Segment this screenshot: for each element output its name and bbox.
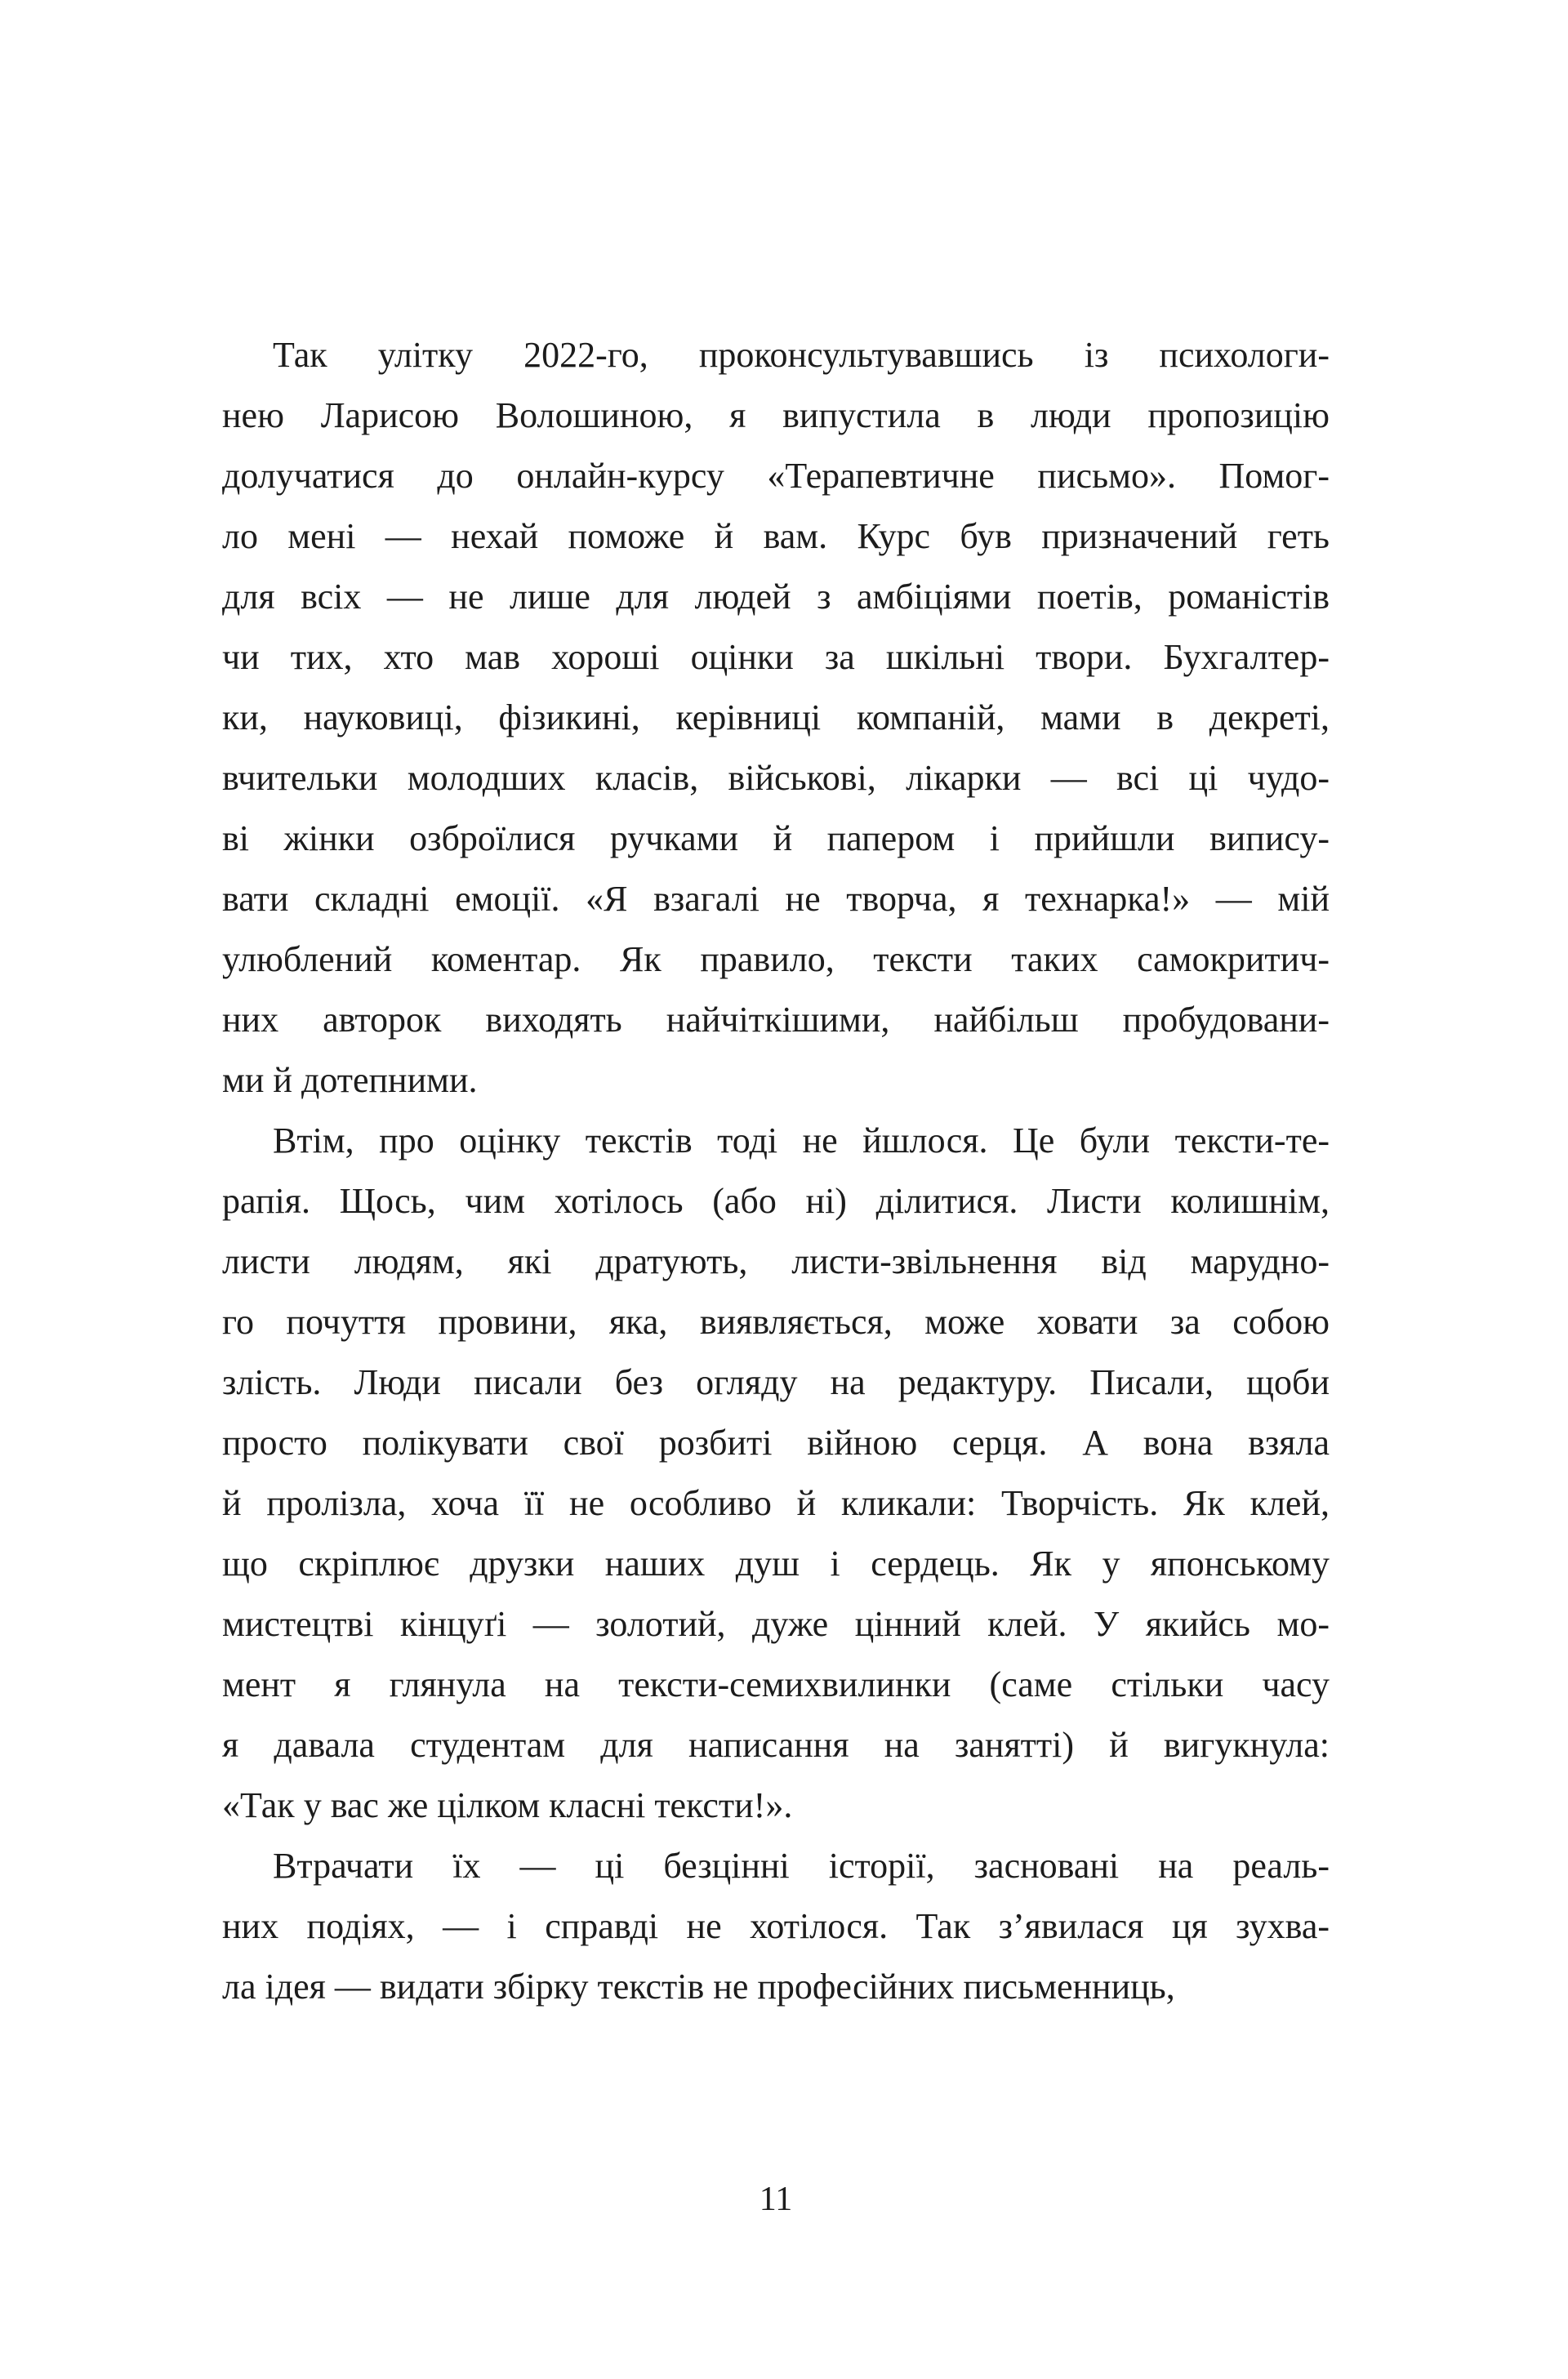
text-line: Втім, про оцінку текстів тоді не йшлося. Це були тексти-те- — [273, 1120, 1330, 1161]
text-line: чи тих, хто мав хороші оцінки за шкільні твори. Бухгалтер- — [222, 637, 1330, 677]
text-line: злість. Люди писали без огляду на редактуру. Писали, щоби — [222, 1362, 1330, 1402]
text-line: го почуття провини, яка, виявляється, може ховати за собою — [222, 1302, 1330, 1342]
text-line: Так улітку 2022-го, проконсультувавшись із психологи- — [273, 335, 1330, 375]
text-line: Втрачати їх — ці безцінні історії, засновані на реаль- — [273, 1846, 1330, 1886]
text-line: них авторок виходять найчіткішими, найбільш пробудовани- — [222, 1000, 1330, 1040]
paragraph-3 — [222, 1836, 1330, 2017]
text-line: й пролізла, хоча її не особливо й кликали: Творчість. Як клей, — [222, 1483, 1330, 1523]
text-line: рапія. Щось, чим хотілось (або ні) ділитися. Листи колишнім, — [222, 1181, 1330, 1221]
text-line: них подіях, — і справді не хотілося. Так з’явилася ця зухва- — [222, 1906, 1330, 1946]
text-line: «Так у вас же цілком класні тексти!». — [222, 1785, 793, 1825]
text-line: мистецтві кінцуґі — золотий, дуже цінний клей. У якийсь мо- — [222, 1604, 1330, 1644]
text-line: долучатися до онлайн-курсу «Терапевтичне письмо». Помог- — [222, 456, 1330, 496]
text-line: просто полікувати свої розбиті війною серця. А вона взяла — [222, 1423, 1330, 1463]
text-line: вати складні емоції. «Я взагалі не творча, я технарка!» — мій — [222, 879, 1330, 919]
text-line: для всіх — не лише для людей з амбіціями поетів, романістів — [222, 577, 1330, 617]
text-line: ві жінки озброїлися ручками й папером і прийшли випису- — [222, 818, 1330, 858]
text-line: що скріплює друзки наших душ і сердець. Як у японському — [222, 1544, 1330, 1584]
text-line: ла ідея — видати збірку текстів не професійних письменниць, — [222, 1967, 1175, 2007]
paragraph-2 — [222, 1111, 1330, 1836]
text-block — [222, 325, 1330, 2017]
text-line: я давала студентам для написання на занятті) й вигукнула: — [222, 1725, 1330, 1765]
text-line: ки, науковиці, фізикині, керівниці компаній, мами в декреті, — [222, 697, 1330, 737]
page-number: 11 — [759, 2181, 793, 2218]
text-line: листи людям, які дратують, листи-звільнення від марудно- — [222, 1241, 1330, 1281]
paragraph-1 — [222, 325, 1330, 1111]
text-line: ми й дотепними. — [222, 1060, 478, 1100]
text-line: мент я глянула на тексти-семихвилинки (саме стільки часу — [222, 1664, 1330, 1704]
text-line: вчительки молодших класів, військові, лікарки — всі ці чудо- — [222, 758, 1330, 798]
text-line: ло мені — нехай поможе й вам. Курс був призначений геть — [222, 516, 1330, 556]
text-line: нею Ларисою Волошиною, я випустила в люди пропозицію — [222, 395, 1330, 435]
text-line: улюблений коментар. Як правило, тексти таких самокритич- — [222, 939, 1330, 979]
